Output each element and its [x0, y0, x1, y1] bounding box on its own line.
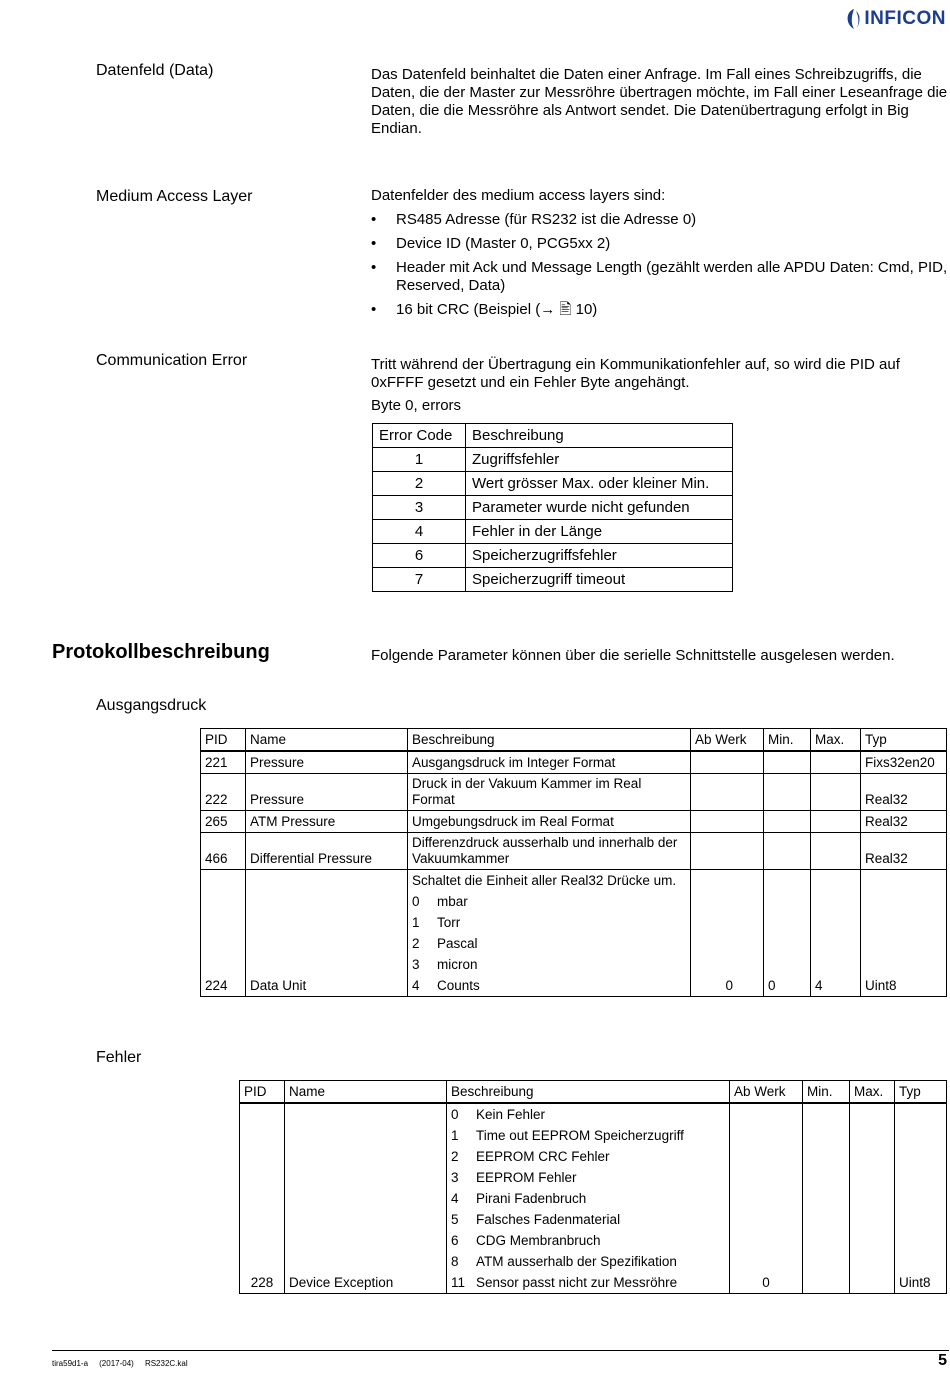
table-header-cell: Min. — [803, 1081, 850, 1104]
mal-bullet-list — [371, 211, 949, 325]
table-cell: Differential Pressure — [246, 833, 408, 870]
table-cell — [408, 774, 691, 811]
table-cell: 0 — [730, 1103, 803, 1294]
table-cell: 1 — [373, 448, 466, 472]
table-row — [373, 520, 733, 544]
list-item: 2 EEPROM CRC Fehler — [451, 1149, 610, 1164]
row-description: Differenzdruck ausserhalb und innerhalb der Vakuumkammer — [412, 835, 678, 866]
table-header-cell: Name — [246, 729, 408, 752]
table-row — [201, 833, 947, 870]
table-header-cell: Min. — [764, 729, 811, 752]
table-row — [373, 568, 733, 592]
table-row — [201, 811, 947, 833]
table-cell: Real32 — [861, 774, 947, 811]
table-cell: Uint8 — [895, 1103, 947, 1294]
datenfeld-label: Datenfeld (Data) — [96, 62, 214, 79]
table-cell — [408, 870, 691, 997]
table-cell — [408, 833, 691, 870]
list-item: 1 Torr — [412, 915, 461, 930]
list-item: 4 Pirani Fadenbruch — [451, 1191, 587, 1206]
table-cell: Device Exception — [285, 1103, 447, 1294]
table-row — [373, 448, 733, 472]
table-cell: 4 — [811, 870, 861, 997]
comm-error-byte-text: Byte 0, errors — [371, 397, 462, 414]
table-row — [201, 870, 947, 997]
table-cell — [764, 751, 811, 774]
inficon-logo-icon — [844, 8, 864, 30]
table-cell: ATM Pressure — [246, 811, 408, 833]
table-row — [373, 544, 733, 568]
list-item: 5 Falsches Fadenmaterial — [451, 1212, 621, 1227]
page-number: 5 — [938, 1352, 947, 1369]
table-header-cell: Beschreibung — [466, 424, 733, 448]
table-cell: Fixs32en20 — [861, 751, 947, 774]
protokoll-text: Folgende Parameter können über die serielle Schnittstelle ausgelesen werden. — [371, 647, 895, 664]
table-header-cell: PID — [240, 1081, 285, 1104]
table-cell: 222 — [201, 774, 246, 811]
table-row — [373, 496, 733, 520]
footer-divider — [52, 1350, 949, 1351]
fehler-table — [239, 1080, 947, 1294]
list-item: • Header mit Ack und Message Length (gezählt werden alle APDU Daten: Cmd, PID, Reserved, Data) — [371, 259, 949, 295]
list-item: • Device ID (Master 0, PCG5xx 2) — [371, 235, 949, 253]
table-row — [240, 1103, 947, 1294]
inficon-logo — [844, 8, 946, 30]
table-cell: 0 — [691, 870, 764, 997]
table-cell: Pressure — [246, 751, 408, 774]
table-cell — [811, 833, 861, 870]
table-cell: 466 — [201, 833, 246, 870]
table-cell: Ausgangsdruck im Integer Format — [408, 751, 691, 774]
table-header-cell: Typ — [895, 1081, 947, 1104]
table-cell: 221 — [201, 751, 246, 774]
logo-text: INFICON — [864, 8, 946, 29]
table-header-cell: Beschreibung — [408, 729, 691, 752]
table-row — [201, 751, 947, 774]
table-cell — [850, 1103, 895, 1294]
ausgangsdruck-table — [200, 728, 947, 997]
datenfeld-text: Das Datenfeld beinhaltet die Daten einer Anfrage. Im Fall eines Schreibzugriffs, die Daten, die der Master zur Messröhre übertragen möchte, im Fall einer Leseanfrage die Daten, die die Messröhre als Antwort sendet. Die Datenübertragung erfolgt in Big Endian. — [371, 66, 948, 137]
table-cell: 7 — [373, 568, 466, 592]
table-header-cell: PID — [201, 729, 246, 752]
list-item: • 16 bit CRC (Beispiel (→ 🖹 10) — [371, 301, 949, 319]
list-item: 8 ATM ausserhalb der Spezifikation — [451, 1254, 677, 1269]
table-header-cell: Ab Werk — [730, 1081, 803, 1104]
table-cell: Speicherzugriffsfehler — [466, 544, 733, 568]
comm-error-label: Communication Error — [96, 352, 248, 369]
comm-error-text: Tritt während der Übertragung ein Kommunikationfehler auf, so wird die PID auf 0xFFFF gesetzt und ein Fehler Byte angehängt. — [371, 356, 900, 391]
table-cell: 224 — [201, 870, 246, 997]
section-heading: Protokollbeschreibung — [52, 641, 270, 663]
table-cell — [691, 751, 764, 774]
table-cell: 2 — [373, 472, 466, 496]
table-cell — [691, 833, 764, 870]
table-cell: 4 — [373, 520, 466, 544]
list-item: • RS485 Adresse (für RS232 ist die Adresse 0) — [371, 211, 949, 229]
table-cell: Data Unit — [246, 870, 408, 997]
table-cell: Real32 — [861, 811, 947, 833]
table-cell — [691, 811, 764, 833]
row-description: Druck in der Vakuum Kammer im Real Format — [412, 776, 642, 807]
list-item: 3 micron — [412, 957, 478, 972]
list-item: 11 Sensor passt nicht zur Messröhre — [451, 1275, 678, 1290]
table-cell: Real32 — [861, 833, 947, 870]
table-header-cell: Typ — [861, 729, 947, 752]
fehler-label: Fehler — [96, 1049, 142, 1066]
table-cell — [764, 811, 811, 833]
mal-label: Medium Access Layer — [96, 188, 253, 205]
table-header-cell: Beschreibung — [447, 1081, 730, 1104]
table-cell: Wert grösser Max. oder kleiner Min. — [466, 472, 733, 496]
table-cell: 265 — [201, 811, 246, 833]
list-item: 1 Time out EEPROM Speicherzugriff — [451, 1128, 684, 1143]
error-code-table — [372, 423, 733, 592]
table-header-row — [201, 729, 947, 752]
list-item: 0 Kein Fehler — [451, 1107, 546, 1122]
table-cell: 228 — [240, 1103, 285, 1294]
table-cell: Pressure — [246, 774, 408, 811]
table-header-cell: Max. — [850, 1081, 895, 1104]
table-cell — [811, 811, 861, 833]
table-header-cell: Name — [285, 1081, 447, 1104]
table-cell: Fehler in der Länge — [466, 520, 733, 544]
ausgangsdruck-label: Ausgangsdruck — [96, 697, 207, 714]
table-cell: 3 — [373, 496, 466, 520]
table-cell: Zugriffsfehler — [466, 448, 733, 472]
list-item: 3 EEPROM Fehler — [451, 1170, 577, 1185]
table-cell — [811, 774, 861, 811]
mal-intro: Datenfelder des medium access layers sind: — [371, 187, 666, 204]
table-header-cell: Ab Werk — [691, 729, 764, 752]
table-cell — [691, 774, 764, 811]
table-cell — [803, 1103, 850, 1294]
table-cell — [811, 751, 861, 774]
table-cell: Uint8 — [861, 870, 947, 997]
table-cell: Umgebungsdruck im Real Format — [408, 811, 691, 833]
table-header-cell: Error Code — [373, 424, 466, 448]
table-cell: 6 — [373, 544, 466, 568]
row-description: Schaltet die Einheit aller Real32 Drücke um. — [412, 873, 677, 888]
table-cell: Parameter wurde nicht gefunden — [466, 496, 733, 520]
table-row — [373, 472, 733, 496]
table-cell: 0 — [764, 870, 811, 997]
list-item: 0 mbar — [412, 894, 468, 909]
table-header-row — [373, 424, 733, 448]
list-item: 6 CDG Membranbruch — [451, 1233, 601, 1248]
list-item: 4 Counts — [412, 978, 480, 993]
footer-doc-id: tira59d1-a (2017-04) RS232C.kal — [52, 1359, 188, 1368]
list-item: 2 Pascal — [412, 936, 478, 951]
table-cell — [764, 833, 811, 870]
table-cell: Speicherzugriff timeout — [466, 568, 733, 592]
table-cell — [447, 1103, 730, 1294]
table-header-cell: Max. — [811, 729, 861, 752]
table-cell — [764, 774, 811, 811]
table-row — [201, 774, 947, 811]
table-header-row — [240, 1081, 947, 1104]
